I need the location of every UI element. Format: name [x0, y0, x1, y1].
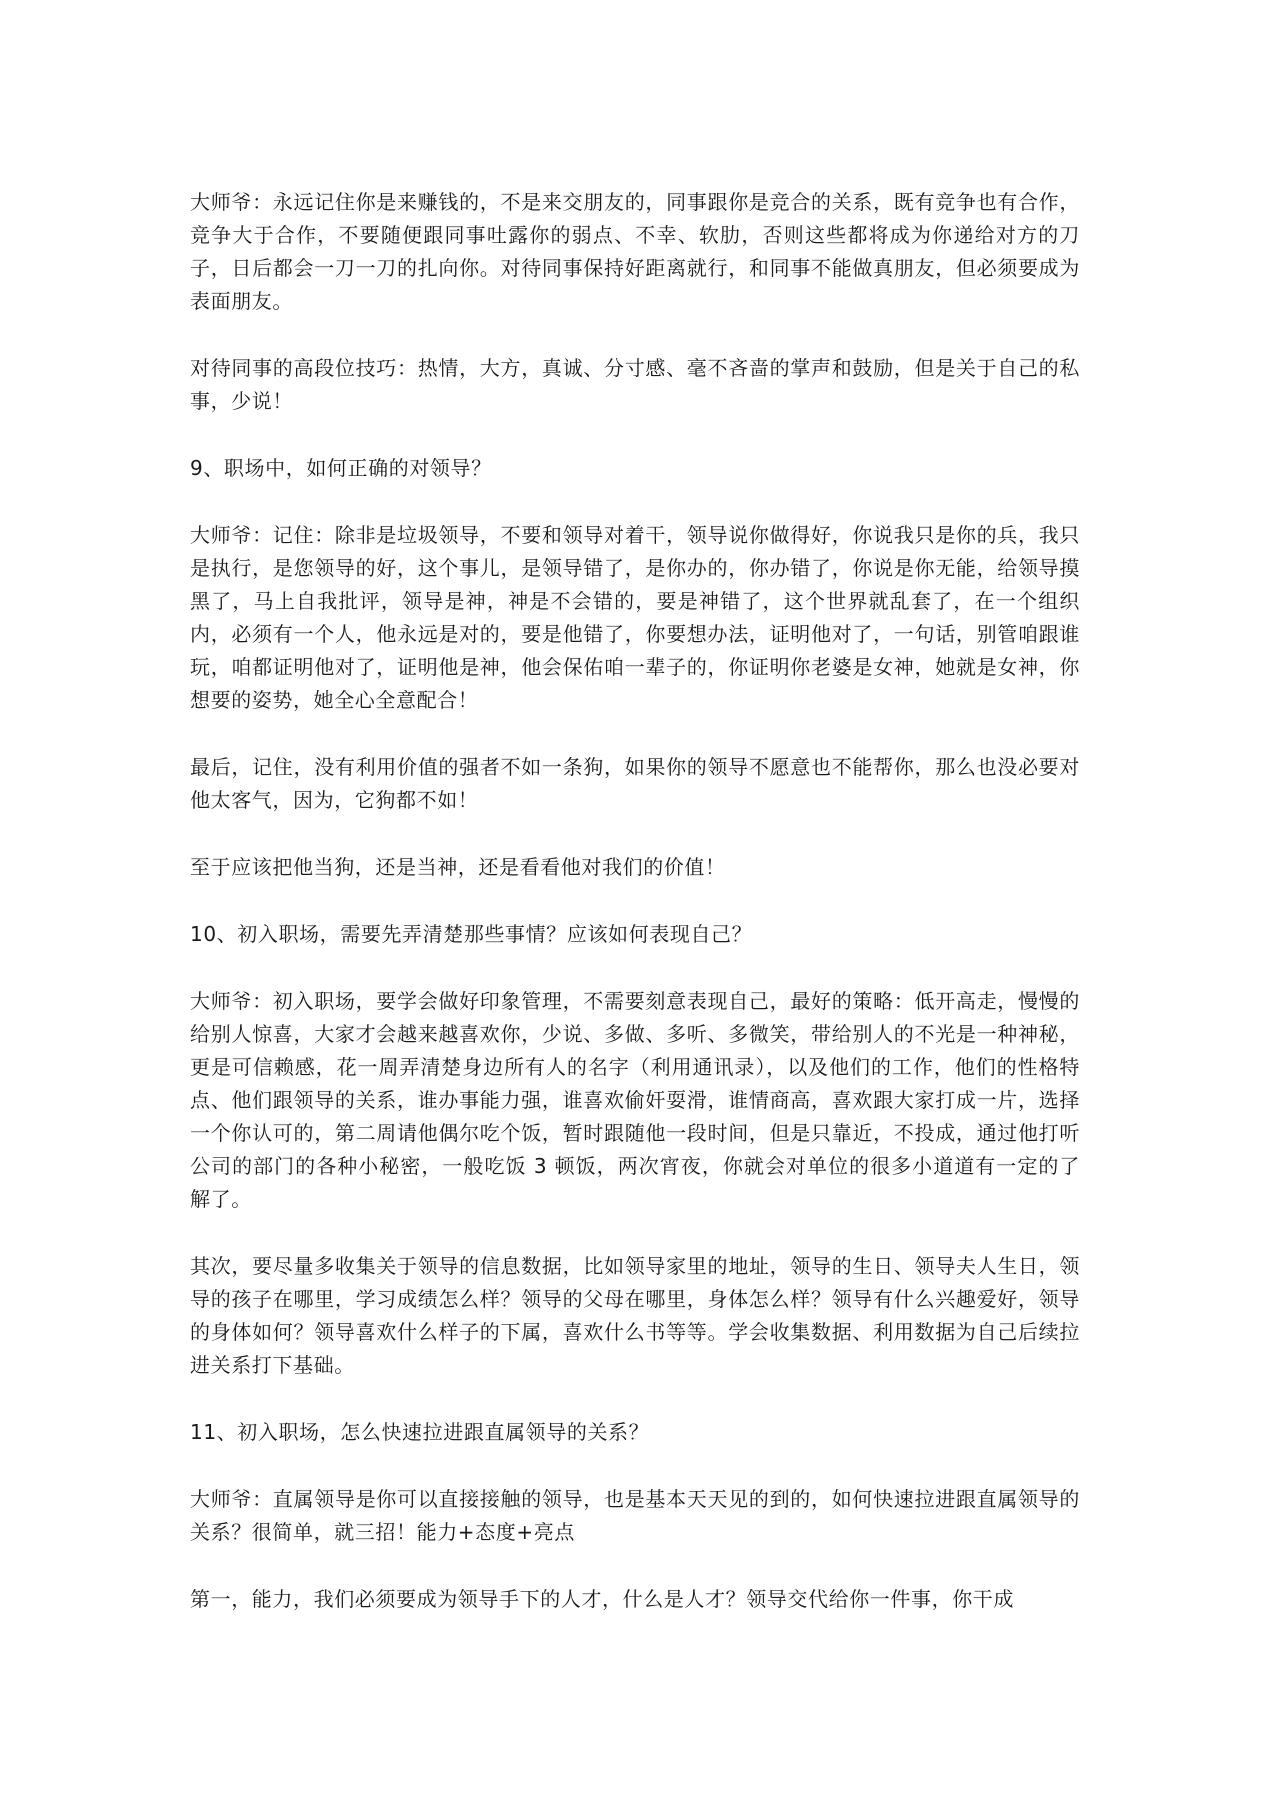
paragraph-ability: 第一，能力，我们必须要成为领导手下的人才，什么是人才？领导交代给你一件事，你干成 — [190, 1587, 1014, 1611]
paragraph-direct-leader: 大师爷：直属领导是你可以直接接触的领导，也是基本天天见的到的，如何快速拉进跟直属领导的关系？很简单，就三招！能力+态度+亮点 — [190, 1487, 1080, 1544]
paragraph-collect-info: 其次，要尽量多收集关于领导的信息数据，比如领导家里的地址，领导的生日、领导夫人生日，领导的孩子在哪里，学习成绩怎么样？领导的父母在哪里，身体怎么样？领导有什么兴趣爱好，领导的身体如何？领导喜欢什么样子的下属，喜欢什么书等等。学会收集数据、利用数据为自己后续拉进关系打下基础。 — [190, 1254, 1080, 1377]
paragraph-finally: 最后，记住，没有利用价值的强者不如一条狗，如果你的领导不愿意也不能帮你，那么也没必要对他太客气，因为，它狗都不如！ — [190, 755, 1080, 812]
question-heading-10: 10、初入职场，需要先弄清楚那些事情？应该如何表现自己？ — [190, 922, 753, 946]
question-heading-11: 11、初入职场，怎么快速拉进跟直属领导的关系？ — [190, 1420, 650, 1444]
question-heading-9: 9、职场中，如何正确的对领导？ — [190, 456, 492, 480]
paragraph-colleague-skills: 对待同事的高段位技巧：热情，大方，真诚、分寸感、毫不吝啬的掌声和鼓励，但是关于自己的私事，少说！ — [190, 356, 1080, 413]
paragraph-colleague-advice: 大师爷：永远记住你是来赚钱的，不是来交朋友的，同事跟你是竞合的关系，既有竞争也有合作，竞争大于合作，不要随便跟同事吐露你的弱点、不幸、软肋，否则这些都将成为你递给对方的刀子，日后都会一刀一刀的扎向你。对待同事保持好距离就行，和同事不能做真朋友，但必须要成为表面朋友。 — [190, 190, 1080, 313]
paragraph-newcomer-answer: 大师爷：初入职场，要学会做好印象管理，不需要刻意表现自己，最好的策略：低开高走，慢慢的给别人惊喜，大家才会越来越喜欢你，少说、多做、多听、多微笑，带给别人的不光是一种神秘，更是可信赖感，花一周弄清楚身边所有人的名字（利用通讯录），以及他们的工作，他们的性格特点、他们跟领导的关系，谁办事能力强，谁喜欢偷奸耍滑，谁情商高，喜欢跟大家打成一片，选择一个你认可的，第二周请他偶尔吃个饭，暂时跟随他一段时间，但是只靠近，不投成，通过他打听公司的部门的各种小秘密，一般吃饭 3 顿饭，两次宵夜，你就会对单位的很多小道道有一定的了解了。 — [190, 989, 1080, 1211]
paragraph-leader-answer: 大师爷：记住：除非是垃圾领导，不要和领导对着干，领导说你做得好，你说我只是你的兵，我只是执行，是您领导的好，这个事儿，是领导错了，是你办的，你办错了，你说是你无能，给领导摸黑了，马上自我批评，领导是神，神是不会错的，要是神错了，这个世界就乱套了，在一个组织内，必须有一个人，他永远是对的，要是他错了，你要想办法，证明他对了，一句话，别管咱跟谁玩，咱都证明他对了，证明他是神，他会保佑咱一辈子的，你证明你老婆是女神，她就是女神，你想要的姿势，她全心全意配合！ — [190, 523, 1080, 712]
paragraph-value: 至于应该把他当狗，还是当神，还是看看他对我们的价值！ — [190, 855, 726, 879]
document-body — [190, 186, 1080, 1650]
